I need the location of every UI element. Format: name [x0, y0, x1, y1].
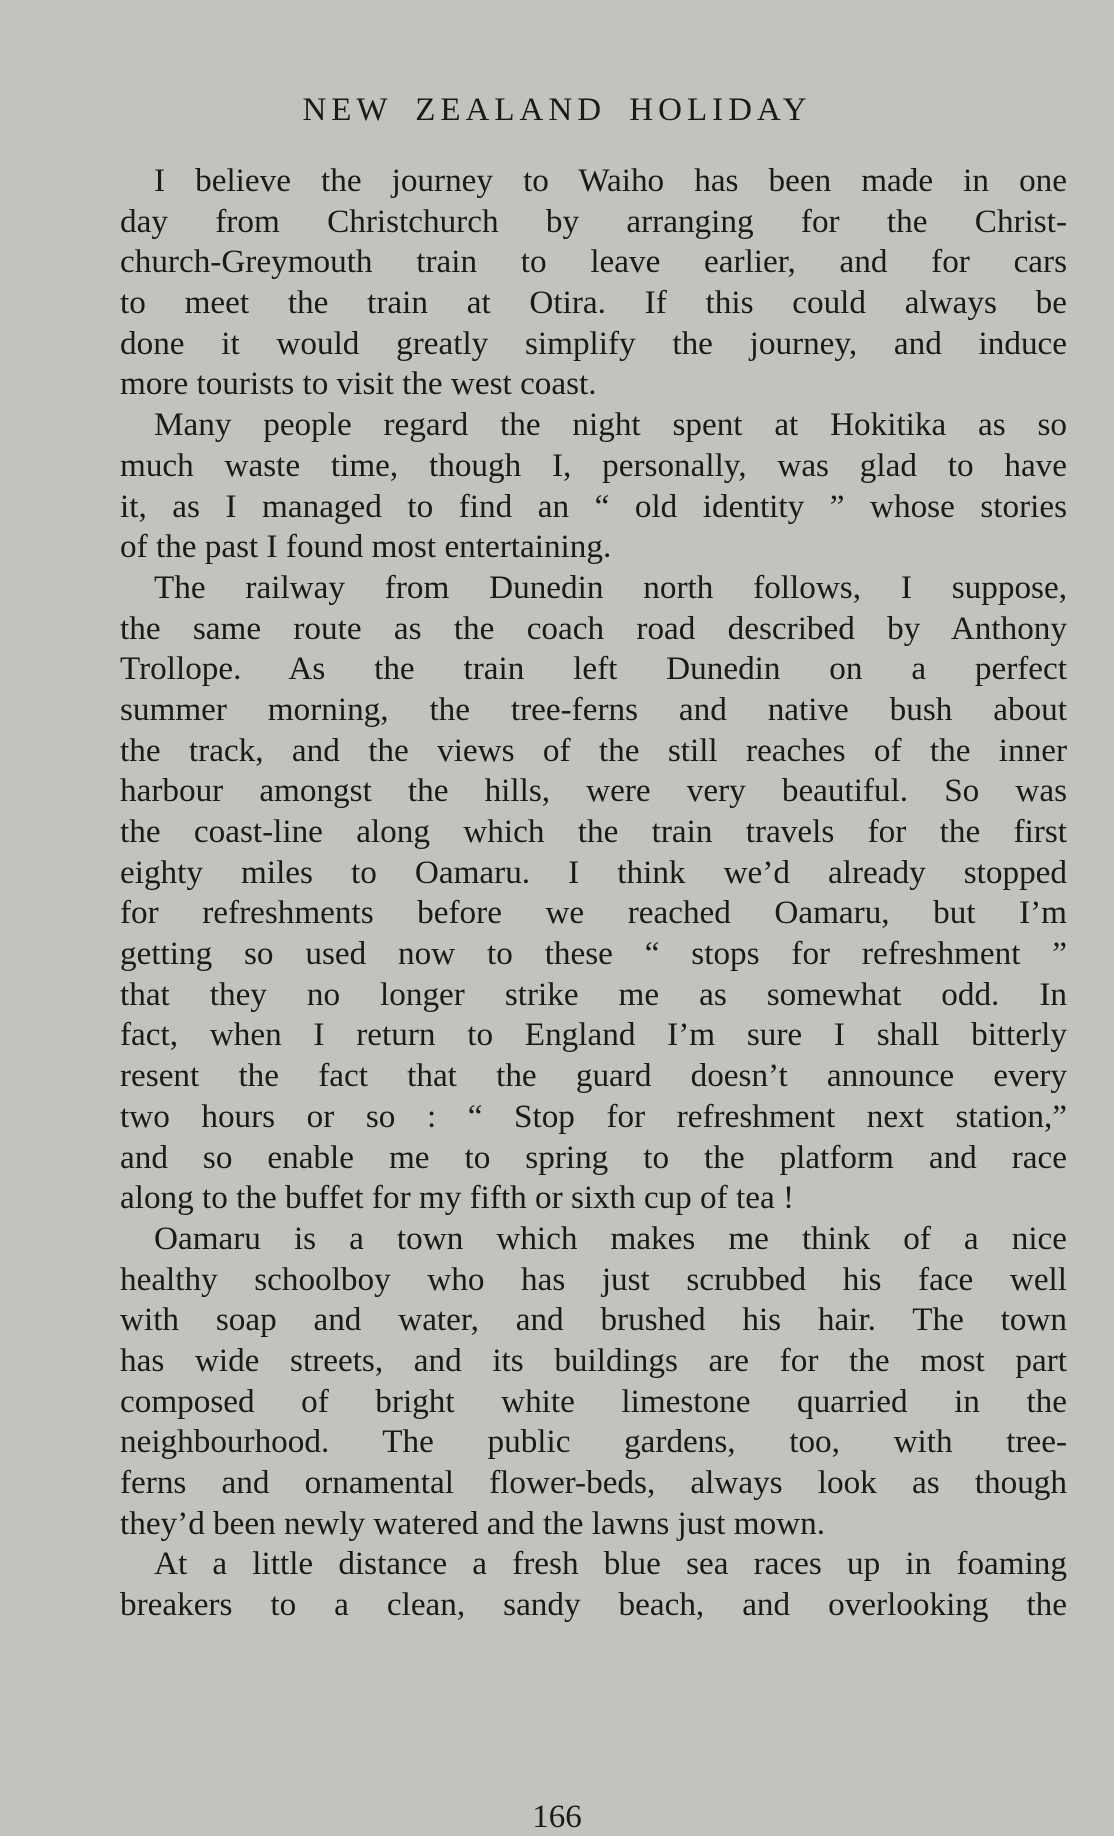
text-line: getting so used now to these “ stops for refreshment ”: [120, 935, 1067, 973]
text-line: done it would greatly simplify the journey, and induce: [120, 324, 1067, 362]
text-line: they’d been newly watered and the lawns just mown.: [120, 1504, 826, 1542]
text-line: At a little distance a fresh blue sea races up in foaming: [154, 1545, 1067, 1583]
paragraph: [120, 161, 1067, 405]
text-line: that they no longer strike me as somewhat odd. In: [120, 975, 1067, 1013]
text-line: Many people regard the night spent at Hokitika as so: [154, 406, 1067, 444]
running-head: NEW ZEALAND HOLIDAY: [302, 92, 812, 128]
text-line: harbour amongst the hills, were very beautiful. So was: [120, 772, 1067, 810]
text-line: The railway from Dunedin north follows, I suppose,: [154, 568, 1067, 606]
text-line: Trollope. As the train left Dunedin on a perfect: [120, 650, 1067, 688]
text-line: much waste time, though I, personally, was glad to have: [120, 446, 1067, 484]
text-line: of the past I found most entertaining.: [120, 528, 612, 566]
body-text: [120, 161, 1067, 1626]
text-line: church-Greymouth train to leave earlier, and for cars: [120, 243, 1067, 281]
text-line: ferns and ornamental flower-beds, always look as though: [120, 1464, 1067, 1501]
text-line: for refreshments before we reached Oamaru, but I’m: [120, 894, 1067, 932]
text-line: I believe the journey to Waiho has been made in one: [154, 162, 1067, 199]
text-line: Oamaru is a town which makes me think of a nice: [154, 1219, 1067, 1257]
text-line: day from Christchurch by arranging for the Christ-: [120, 202, 1067, 240]
text-line: more tourists to visit the west coast.: [120, 365, 597, 403]
text-line: composed of bright white limestone quarried in the: [120, 1382, 1067, 1420]
text-line: along to the buffet for my fifth or sixth cup of tea !: [120, 1179, 795, 1217]
paragraph: [120, 1219, 1067, 1545]
paragraph: [120, 1544, 1067, 1625]
text-line: the coast-line along which the train travels for the first: [120, 813, 1067, 850]
text-line: and so enable me to spring to the platform and race: [120, 1138, 1067, 1176]
text-line: to meet the train at Otira. If this could always be: [120, 284, 1067, 322]
text-line: summer morning, the tree-ferns and native bush about: [120, 690, 1067, 728]
paragraph: [120, 405, 1067, 568]
text-line: breakers to a clean, sandy beach, and overlooking the: [120, 1586, 1067, 1624]
text-line: the track, and the views of the still reaches of the inner: [120, 731, 1067, 769]
text-line: eighty miles to Oamaru. I think we’d already stopped: [120, 853, 1067, 891]
text-line: it, as I managed to find an “ old identity ” whose stories: [120, 487, 1067, 525]
text-line: resent the fact that the guard doesn’t announce every: [120, 1057, 1067, 1095]
text-line: fact, when I return to England I’m sure I shall bitterly: [120, 1016, 1067, 1054]
text-line: neighbourhood. The public gardens, too, with tree-: [120, 1423, 1067, 1461]
text-line: has wide streets, and its buildings are for the most part: [120, 1341, 1067, 1379]
page-number: 166: [532, 1799, 582, 1835]
paragraph: [120, 568, 1067, 1219]
text-line: two hours or so : “ Stop for refreshment next station,”: [120, 1097, 1067, 1135]
text-line: the same route as the coach road described by Anthony: [120, 609, 1067, 647]
text-line: with soap and water, and brushed his hair. The town: [120, 1301, 1067, 1339]
text-line: healthy schoolboy who has just scrubbed his face well: [120, 1260, 1067, 1298]
